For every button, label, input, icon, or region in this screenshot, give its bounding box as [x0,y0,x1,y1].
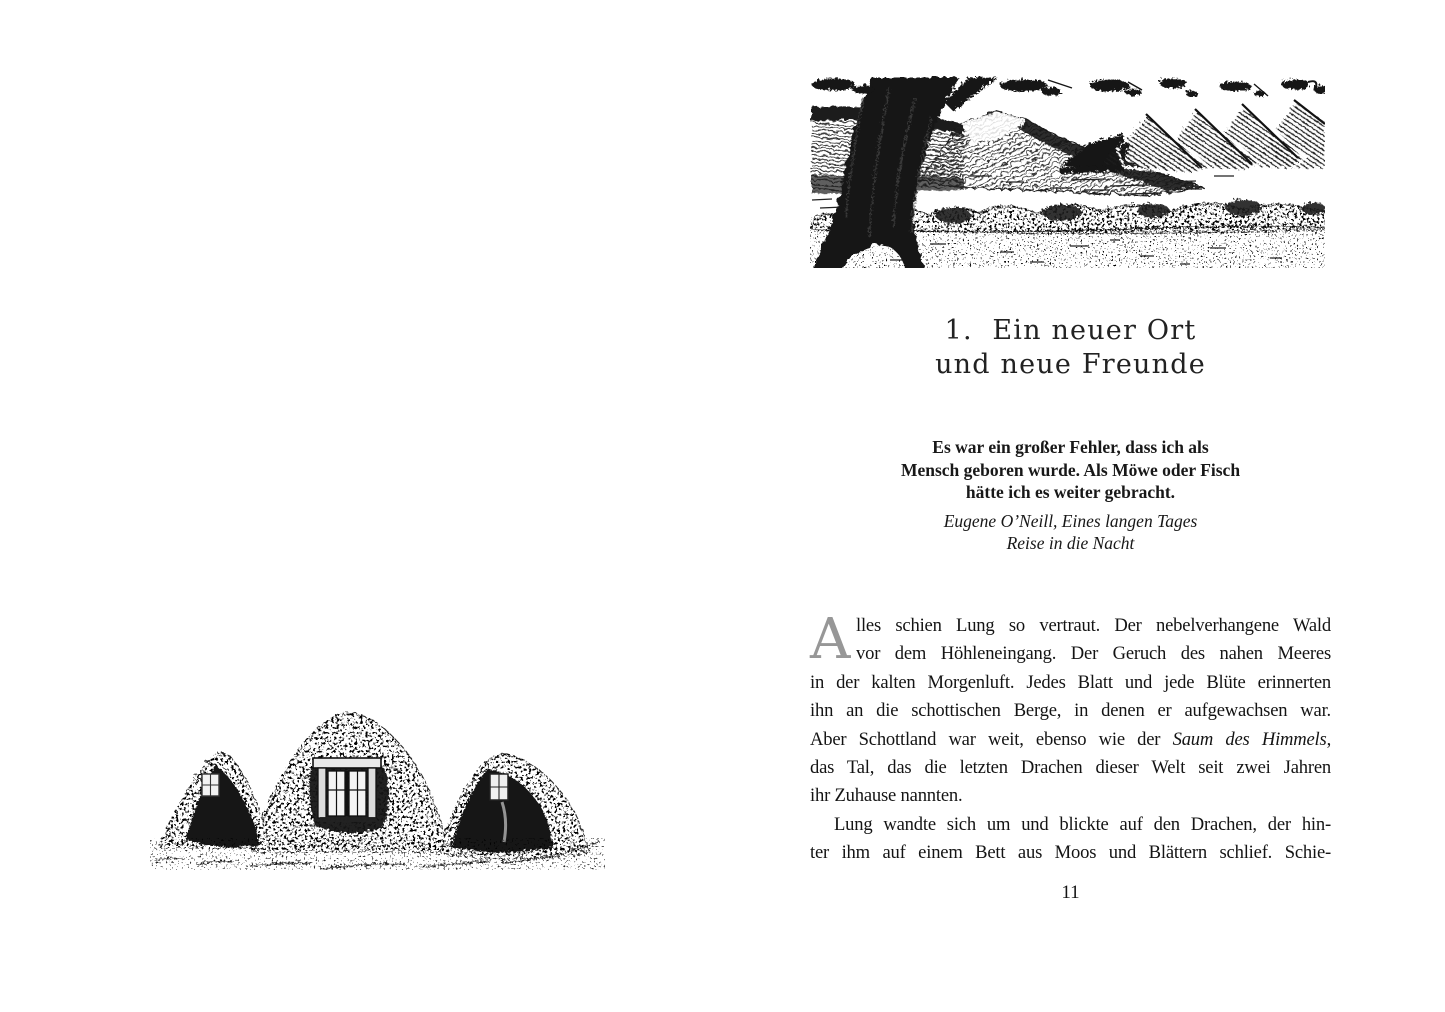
page-number: 11 [1061,882,1080,903]
body-line: das Tal, das die letzten Drachen dieser Welt seit zwei Jahren [810,757,1331,779]
body-line: ihr Zuhause nannten. [810,785,963,807]
body-line: Lung wandte sich um und blickte auf den Drachen, der hin- [834,813,1331,835]
epigraph [810,436,1331,504]
body-line: ter ihm auf einem Bett aus Moos und Blättern schlief. Schie- [810,842,1331,864]
body-line: lles schien Lung so vertraut. Der nebelverhangene Wald [856,615,1331,636]
chapter-title-line2: und neue Freunde [935,349,1206,380]
body-line: vor dem Höhleneingang. Der Geruch des nahen Meeres [856,643,1331,665]
attribution-line: Reise in die Nacht [1006,532,1135,553]
hill-door [313,758,381,822]
epigraph-line: hätte ich es weiter gebracht. [965,482,1176,502]
body-line: in der kalten Morgenluft. Jedes Blatt und jede Blüte erinnerten [810,671,1331,693]
valley-illustration [810,76,1325,268]
grass-hills-illustration [150,698,605,873]
right-mountain-ridges [1102,100,1325,172]
attribution-line: Eugene O’Neill, Eines langen Tages [943,511,1198,531]
center-mound [250,712,446,850]
right-mound-window [490,774,508,800]
body-text [810,607,1332,868]
body-line: ihn an die schottischen Berge, in denen er aufgewachsen war. [810,700,1331,722]
drop-cap: A [810,607,851,672]
left-mound-window [202,774,219,796]
chapter-title [810,314,1331,382]
epigraph-attribution [810,511,1331,554]
epigraph-line: Mensch geboren wurde. Als Möwe oder Fisch [900,459,1241,480]
italic-phrase: Saum des Himmels [1172,728,1327,750]
epigraph-line: Es war ein großer Fehler, dass ich als [932,437,1209,457]
left-mound [158,752,268,846]
body-line: Aber Schottland war weit, ebenso wie der Saum des Himmels, [810,728,1332,750]
chapter-title-line1: 1. Ein neuer Ort [944,315,1197,346]
